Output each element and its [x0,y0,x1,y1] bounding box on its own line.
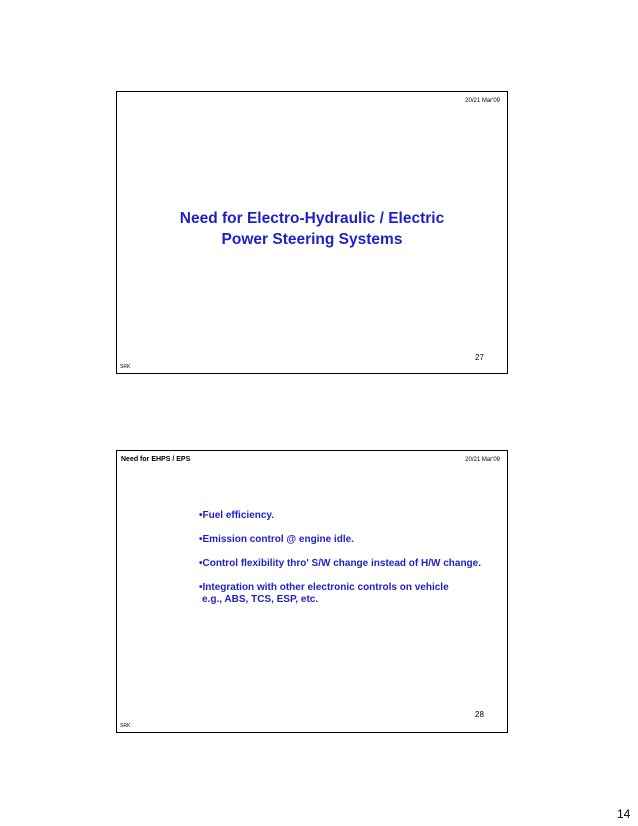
slide-number: 28 [475,710,484,719]
slide-author: SRK [120,723,131,729]
slide-date: 20/21 Mar'09 [465,98,500,104]
page-number: 14 [617,807,631,821]
slide-header: Need for EHPS / EPS [121,456,191,463]
slide-author: SRK [120,364,131,370]
slide-number: 27 [475,353,484,362]
slide-27 [116,91,508,374]
bullet-list [199,510,481,618]
bullet-item: •Fuel efficiency. [199,510,275,521]
bullet-text: •Integration with other electronic controls on vehicle [199,582,449,593]
bullet-item: •Control flexibility thro' S/W change instead of H/W change. [199,558,482,569]
slide-title-line: Power Steering Systems [221,231,403,248]
slide-28 [116,450,508,733]
slide-date: 20/21 Mar'09 [465,457,500,463]
bullet-item [199,582,481,606]
bullet-continuation: e.g., ABS, TCS, ESP, etc. [202,594,319,605]
bullet-item: •Emission control @ engine idle. [199,534,354,545]
slide-title-line: Need for Electro-Hydraulic / Electric [179,210,445,227]
slide-title [117,208,507,250]
